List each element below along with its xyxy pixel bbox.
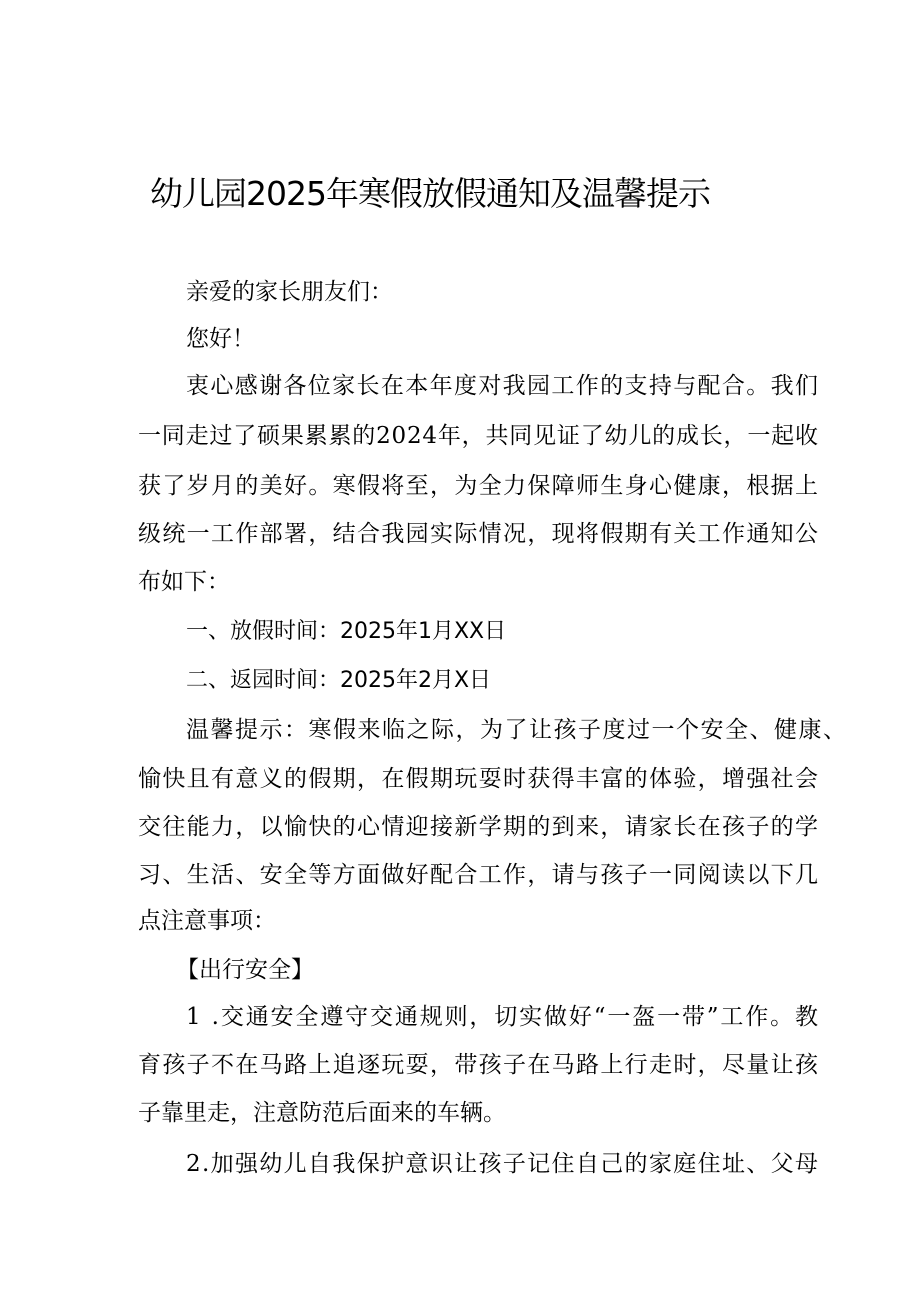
tips-line-3: 交往能力，以愉快的心情迎接新学期的到来，请家长在孩子的学 bbox=[138, 814, 820, 840]
section-heading-travel-safety: 【出行安全】 bbox=[176, 957, 314, 983]
rule-2-line-1: 2.加强幼儿自我保护意识让孩子记住自己的家庭住址、父母 bbox=[186, 1151, 820, 1177]
document-title: 幼儿园2025年寒假放假通知及温馨提示 bbox=[150, 174, 710, 213]
paragraph-1-line-4: 级统一工作部署，结合我园实际情况，现将假期有关工作通知公 bbox=[138, 521, 820, 547]
tips-line-1: 温馨提示：寒假来临之际，为了让孩子度过一个安全、健康、 bbox=[186, 717, 848, 743]
item-vacation-start: 一、放假时间：2025年1月XX日 bbox=[186, 619, 507, 644]
paragraph-1-line-1: 衷心感谢各位家长在本年度对我园工作的支持与配合。我们 bbox=[186, 373, 820, 399]
item-return-date: 二、返园时间：2025年2月X日 bbox=[186, 668, 492, 693]
greeting: 亲爱的家长朋友们： bbox=[186, 279, 393, 305]
rule-1-line-1: 1 .交通安全遵守交通规则，切实做好“一盔一带”工作。教 bbox=[186, 1004, 820, 1030]
rule-1-line-3: 子靠里走，注意防范后面来的车辆。 bbox=[138, 1100, 506, 1126]
paragraph-1-line-2: 一同走过了硕果累累的2024年，共同见证了幼儿的成长，一起收 bbox=[138, 423, 819, 449]
tips-line-5: 点注意事项： bbox=[138, 908, 276, 934]
paragraph-1-line-3: 获了岁月的美好。寒假将至，为全力保障师生身心健康，根据上 bbox=[138, 473, 820, 499]
tips-line-4: 习、生活、安全等方面做好配合工作，请与孩子一同阅读以下几 bbox=[138, 862, 820, 888]
tips-line-2: 愉快且有意义的假期，在假期玩耍时获得丰富的体验，增强社会 bbox=[138, 766, 820, 792]
rule-1-line-2: 育孩子不在马路上追逐玩耍，带孩子在马路上行走时，尽量让孩 bbox=[138, 1052, 820, 1078]
paragraph-1-line-5: 布如下： bbox=[138, 569, 230, 595]
hello: 您好！ bbox=[186, 326, 255, 352]
